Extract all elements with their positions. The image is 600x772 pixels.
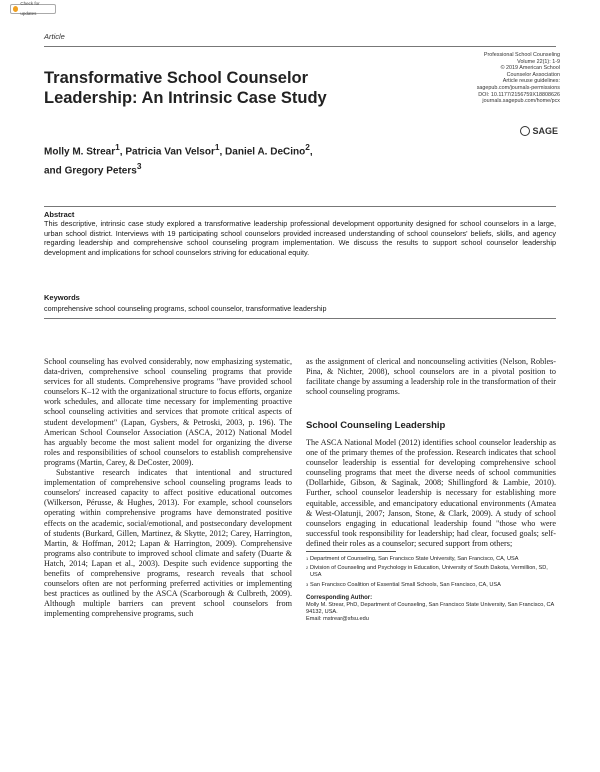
article-type-label: Article	[44, 32, 65, 41]
journal-name: Professional School Counseling	[483, 52, 560, 58]
author-name: Patricia Van Velsor	[125, 146, 215, 158]
body-paragraph: The ASCA National Model (2012) identifies school counselor leadership as one of the primary themes of the profession. Research indicates that school counselor leadership is essential for developing comprehensive school counseling programs that meet the diverse needs of school communities (Dollarhide, Gibson, & Saginak, 2008; Shillingford & Lambie, 2010). Further, school counselor leadership is necessary for establishing more equitable, accessible, and emancipatory educational environments (Amatea & West-Olatunji, 2007; Janson, Stone, & Clark, 2009). A study of school counselors engaging in educational leadership found "those who were successful took responsibility for leadership; had clear, focused goals; self-defined their roles as a counselor; secured support from others;	[306, 438, 556, 548]
corresponding-author-details: Molly M. Strear, PhD, Department of Counseling, San Francisco State University, San Francisco, CA 94132, USA.	[306, 602, 554, 616]
copyright-holder: Counselor Association	[506, 71, 560, 78]
body-column-right	[306, 438, 556, 549]
corresponding-author-email[interactable]: Email: mstrear@sfsu.edu	[306, 616, 369, 623]
corresponding-author-heading: Corresponding Author:	[306, 594, 373, 601]
keywords-text: comprehensive school counseling programs, school counselor, transformative leadership	[44, 304, 327, 313]
body-paragraph: as the assignment of clerical and noncounseling activities (Nelson, Robles-Pina, & Nichter, 2008), school counselors are in a pivotal position to facilitate change by assuming a leadership role in the transformation of their school counseling programs.	[306, 357, 556, 397]
author-name: Molly M. Strear	[44, 146, 116, 158]
paper-title: Transformative School Counselor Leadership: An Intrinsic Case Study	[44, 69, 327, 107]
journal-metadata	[440, 52, 560, 105]
body-column-left	[44, 357, 292, 619]
permissions-link[interactable]: sagepub.com/journals-permissions	[476, 84, 560, 91]
author-name: Gregory Peters	[64, 165, 137, 177]
affiliation-mark: 2	[305, 142, 310, 152]
affiliation-mark: 1	[115, 142, 120, 152]
affiliation-mark: 1	[214, 142, 220, 152]
update-icon	[13, 6, 18, 12]
journal-home-link[interactable]: journals.sagepub.com/home/pcx	[482, 98, 560, 105]
publisher-logo	[520, 126, 558, 136]
doi-link[interactable]: DOI: 10.1177/2156759X18808626	[478, 91, 560, 98]
check-for-updates-label: Check for updates	[20, 1, 40, 16]
body-column-right-top	[306, 357, 556, 397]
journal-volume: Volume 22(1): 1-9	[517, 58, 560, 65]
abstract-text: This descriptive, intrinsic case study explored a transformative leadership professional development opportunity designed for school counselors in a large, urban school district. Interviews with 19 participating school counselors provided increased understanding of school counselors' beliefs, skills, and agency regarding leadership and comprehensive school counseling program implementation. We discuss the results to support school counselor leadership development and implications for school counselors striving for educational equity.	[44, 219, 556, 257]
footnote-divider	[306, 551, 396, 552]
abstract-divider	[44, 206, 556, 207]
section-heading: School Counseling Leadership	[306, 420, 446, 431]
footnotes	[306, 556, 558, 624]
author-name: Daniel A. DeCino	[225, 146, 306, 158]
keywords-divider	[44, 318, 556, 319]
copyright-line: © 2019 American School	[500, 65, 560, 72]
sage-logo-icon	[520, 126, 530, 136]
body-paragraph: School counseling has evolved considerably, now emphasizing systematic, data-driven, comprehensive school counseling programs that provide services for all students. Comprehensive programs "have provided school counselors K–12 with the organizational structure to focus efforts, organize work schedules, and allocate time necessary for implementing proactive school counseling activities and services that promote critical aspects of student development" (Lapan, Gysbers, & Petroski, 2003, p. 196). The American School Counselor Association (ASCA, 2012) National Model has arguably become the most salient model for organizing the diverse roles and responsibilities of school counselors to establish comprehensive programs (Martin, Carey, & DeCoster, 2009).	[44, 357, 292, 467]
affiliation-footnote: 2 Division of Counseling and Psychology in Education, University of South Dakota, Vermillion, SD, USA	[306, 565, 548, 579]
reuse-label: Article reuse guidelines:	[502, 78, 560, 85]
affiliation-mark: 3	[136, 161, 142, 172]
keywords-heading: Keywords	[44, 293, 80, 302]
header-divider	[44, 46, 556, 47]
publisher-name: SAGE	[532, 126, 558, 136]
author-list: Molly M. Strear$^1$, Patricia Van Velsor$^1$, Daniel A. DeCino$^2$, and Gregory Peters$^3$	[44, 142, 313, 177]
abstract-heading: Abstract	[44, 210, 75, 219]
affiliation-footnote: 3 San Francisco Coalition of Essential Small Schools, San Francisco, CA, USA	[306, 581, 501, 588]
check-for-updates-badge[interactable]	[10, 1, 56, 16]
affiliation-footnote: 1 Department of Counseling, San Francisco State University, San Francisco, CA, USA	[306, 556, 519, 562]
body-paragraph: Substantive research indicates that intentional and structured implementation of comprehensive school counseling programs leads to counselors' increased capacity to affect positive educational outcomes (Wilkerson, Pérusse, & Hughes, 2013). For example, school counselors operating within comprehensive programs have demonstrated positive effects on the academic, social/emotional, and postsecondary development of students (Burkard, Gillen, Martinez, & Skytte, 2012; Carey, Harrington, Martin, & Hoffman, 2012; Lapan & Harrington, 2009). Comprehensive programs also contribute to improved school climate and safety (Duarte & Hatch, 2014; Lapan et al., 2003). Despite such evidence supporting the benefits of comprehensive programs, research reveals that school counselors often are not performing preferred activities or implementing best practices as outlined by the ASCA (Scarborough & Culbreth, 2009). Although multiple barriers can prevent school counselors from implementing comprehensive programs, such	[44, 468, 292, 619]
